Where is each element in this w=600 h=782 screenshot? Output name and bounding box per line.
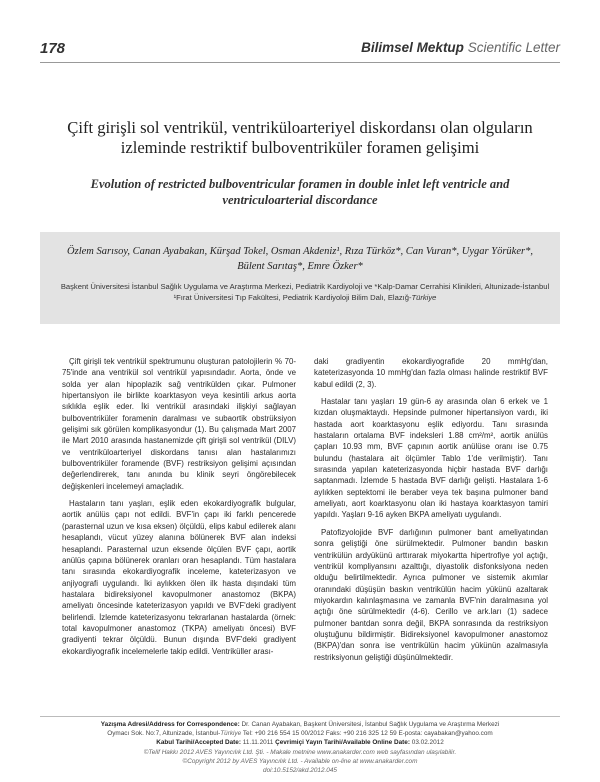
article-title-turkish <box>40 118 560 158</box>
section-label-english: Scientific Letter <box>467 40 560 55</box>
dates-line <box>40 738 560 747</box>
body-paragraph: Patofizyolojide BVF darlığının pulmoner bant ameliyatından sonra geliştiği öne sürülmektedir. Pulmoner bandın baskın ventrikülün ardyükünü arttırarak miyokartta hipertrofiye yol açtığı, ventrikül kompliyansını azalttığı, diyastolik disfonksiyona neden olduğu belirtilmektedir. Ayrıca pulmoner ve sistemik akımlar oranındaki düşüşün baskın ventrikülün hacim yükünü azaltarak miyokardın kalınlaşmasına ve zamanla BVF'nin daralmasına yol açtığı öne sürülmektedir (4-6). Cerillo ve ark.ları (1) sadece pulmoner bantdan sonra değil, BKPA sonrasında da restriksiyon oluştuğunu bildirmiştir. Bidireksiyonel kavopulmoner anastomoz (BKPA)'dan sonra ise ventrikülün hacim yükünün azalmasıyla restriksiyonun geliştiği düşünülmektedir. <box>314 527 548 662</box>
body-paragraph: daki gradiyentin ekokardiyografide 20 mmHg'dan, kateterizasyonda 10 mmHg'dan fazla olması halinde restriktif BVF kabul edildi (2, 3). <box>314 357 548 389</box>
title-line: izleminde restriktif bulboventriküler foramen gelişimi <box>120 138 480 157</box>
header-rule <box>40 62 560 63</box>
affiliation-line <box>55 292 555 303</box>
affiliation-line: Başkent Üniversitesi İstanbul Sağlık Uygulama ve Araştırma Merkezi, Pediatrik Kardiyoloji ve *Kalp-Damar Cerrahisi Klinikleri, Altunizade-İstanbul <box>60 282 550 291</box>
copyright-turkish: ©Telif Hakkı 2012 AVES Yayıncılık Ltd. Şti. - Makale metnine www.anakarder.com web sayfasından ulaşılabilir. <box>143 748 457 756</box>
contact-info: Tel: +90 216 554 15 00/2012 Faks: +90 216 325 12 59 E-posta: cayabakan@yahoo.com <box>242 730 493 738</box>
title-line: ventriculoarterial discordance <box>222 193 378 207</box>
title-line: Çift girişli sol ventrikül, ventriküloarteriyel diskordansı olan olguların <box>67 118 533 137</box>
section-label-turkish: Bilimsel Mektup <box>361 40 464 55</box>
title-line: Evolution of restricted bulboventricular foramen in double inlet left ventricle and <box>90 177 510 191</box>
body-column-left <box>62 356 296 663</box>
author-list <box>60 244 540 274</box>
article-title-english <box>70 176 530 208</box>
body-paragraph: Çift girişli tek ventrikül spektrumunu oluşturan patolojilerin % 70-75'inde ana ventrikül sol ventrikül yapısındadır. Aorta, önde ve solda yer alan hipoplazik sağ ventrikülden çıkar. Pulmoner hipertansiyon ile birlikte koarktasyon veya kesintili arkus aorta sıklıkla eşlik eder. İki ventrikül arasındaki ilişkiyi sağlayan bulboventriküler foramenin daralması ve subaortik obstrüksiyon gelişimi sık görülen komplikasyondur (1). Bu çalışmada Mart 2007 ile Mart 2010 arasında hastanemizde çift girişli sol ventrikül (DILV) ve ventriküloarteriyel diskordans tanısı alan hastalarımızı bulboventriküler foramende (BVF) restriksiyon gelişimi açısından değerlendirerek, tanı anında bu klinik seyri öngörebilecek değişkenleri incelemeyi amaçladık. <box>62 357 296 491</box>
footer <box>40 720 560 775</box>
copyright-english: ©Copyright 2012 by AVES Yayıncılık Ltd. - Available on-line at www.anakarder.com <box>182 757 418 765</box>
correspondence-line <box>40 720 560 729</box>
online-label: Çevrimiçi Yayın Tarihi/Available Online Date: <box>275 739 410 747</box>
correspondence-label: Yazışma Adresi/Address for Correspondence: <box>100 721 240 728</box>
accepted-date: 11.11.2011 <box>242 739 274 747</box>
author-line: Bülent Sarıtaş*, Emre Özker* <box>237 261 363 272</box>
online-date: 03.02.2012 <box>411 739 444 747</box>
affiliations <box>55 281 555 303</box>
footer-rule <box>40 716 560 717</box>
address-line <box>40 729 560 738</box>
body-column-right <box>314 356 548 669</box>
doi: doi:10.5152/akd.2012.045 <box>263 767 337 775</box>
page-number: 178 <box>40 40 66 57</box>
address-text: Oymacı Sok. No:7, Altunizade, İstanbul- <box>107 730 221 738</box>
affiliation-country: Türkiye <box>411 293 437 302</box>
address-country: Türkiye <box>220 730 242 738</box>
body-paragraph: Hastaların tanı yaşları, eşlik eden ekokardiyografik bulgular, aortik anülüs çapı not edildi. BVF'in çapı iki farklı pencerede (parasternal uzun ve kısa eksen) ölçüldü, elips kabul edilerek alanı hesaplandı, vücut yüzey alanına bölünerek BVF alan indeksi hesaplandı. Parasternal uzun eksende ölçülen BVF çapı, aortik anülüs çapına bölünerek oranları oran hesaplandı. Tüm hastalara tanı sırasında ekokardiyografik inceleme, kateterizasyon ve anjiyografi uygulandı. İki aylıkken ölen ilk hasta dışındaki tüm hastalara bidireksiyonel kavopulmoner anastomoz (BKPA) ameliyatı öncesinde kateterizasyon yapıldı ve BVF'deki gradiyent belirlendi. İzlemde kateterizasyonu tekrarlanan hastalarda (örnek: total kavopulmoner anastomoz (TKPA) ameliyatı öncesi) BVF gradiyenti tekrar ölçüldü. Bunun dışında BVF'deki gradiyent ekokardiyografik incelemelerle takip edildi. Ventriküller arası- <box>62 499 296 656</box>
accepted-label: Kabul Tarihi/Accepted Date: <box>156 739 241 747</box>
correspondence-text: Dr. Canan Ayabakan, Başkent Üniversitesi, İstanbul Sağlık Uygulama ve Araştırma Merkezi <box>241 721 500 728</box>
affiliation-text: ¹Fırat Üniversitesi Tıp Fakültesi, Pediatrik Kardiyoloji Bilim Dalı, Elazığ- <box>173 293 412 302</box>
body-paragraph: Hastalar tanı yaşları 19 gün-6 ay arasında olan 6 erkek ve 1 kızdan oluşmaktaydı. Hepsinde pulmoner hipertansiyon vardı, iki hastada aort koarktasyonu eşlik ediyordu. Tanı sırasında hastaların ortalama BVF indeksleri 1.88 cm²/m², aortik anülüs çapları 10.93 mm, BVF çapının aortik anülüse oranı ise 0.75 bulundu (hastalara ait ölçümler Tablo 1'de verilmiştir). Tanı sırasında yapılan kateterizasyonda hiçbir hastada BVF darlığı saptanmadı. İzlemde 5 hastada BVF darlığı gelişti. Hastalara 1-6 aylıkken septektomi ile beraber veya tek başına pulmoner band ameliyatı, aort koarktasyonu olan iki hastaya koarktasyon tamiri yapıldı. Yaşları 9-16 ayken BKPA ameliyatı uygulandı. <box>314 397 548 520</box>
section-label <box>361 40 560 55</box>
author-line: Özlem Sarısoy, Canan Ayabakan, Kürşad Tokel, Osman Akdeniz¹, Rıza Türköz*, Can Vuran*, Uygar Yörüker*, <box>67 246 533 257</box>
